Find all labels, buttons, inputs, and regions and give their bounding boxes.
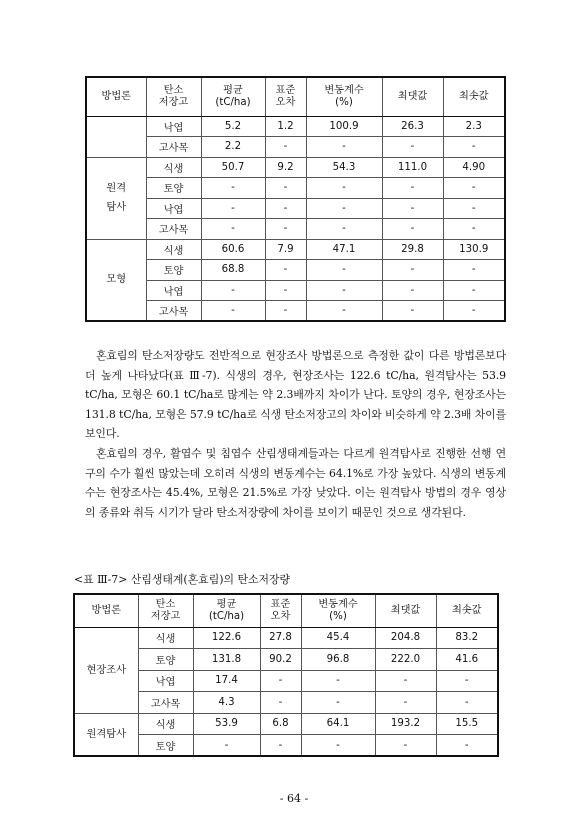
value-cell: 83.2 (436, 627, 498, 649)
pool-cell: 고사목 (138, 692, 193, 714)
pool-cell: 낙엽 (146, 116, 201, 137)
value-cell: - (306, 137, 382, 158)
pool-cell: 낙엽 (146, 198, 201, 219)
table-header-row (74, 594, 498, 627)
pool-cell: 식생 (138, 713, 193, 735)
value-cell: - (260, 692, 301, 714)
value-cell: 5.2 (201, 116, 265, 137)
value-cell: - (375, 735, 436, 757)
value-cell: - (306, 198, 382, 219)
value-cell: - (265, 260, 306, 281)
table-row (86, 301, 505, 322)
value-cell: 131.8 (193, 649, 260, 671)
value-cell: - (443, 178, 505, 199)
table-row (86, 198, 505, 219)
method-cell: 현장조사 (74, 627, 138, 713)
pool-cell: 토양 (146, 260, 201, 281)
table-row (86, 219, 505, 240)
value-cell: - (301, 735, 375, 757)
table-row (74, 735, 498, 757)
value-cell: - (265, 280, 306, 301)
pool-cell: 고사목 (146, 219, 201, 240)
value-cell: - (265, 301, 306, 322)
body-text (85, 346, 506, 522)
value-cell: - (375, 670, 436, 692)
value-cell: 29.8 (382, 239, 443, 260)
value-cell: - (265, 198, 306, 219)
pool-cell: 토양 (138, 649, 193, 671)
value-cell: 27.8 (260, 627, 301, 649)
pool-cell: 낙엽 (146, 280, 201, 301)
value-cell: - (306, 178, 382, 199)
value-cell: - (265, 219, 306, 240)
table-row (74, 692, 498, 714)
pool-cell: 고사목 (146, 137, 201, 158)
table-2 (73, 593, 499, 757)
column-header: 최댓값 (382, 77, 443, 116)
value-cell: 4.90 (443, 157, 505, 178)
method-cell (86, 116, 146, 157)
value-cell: 4.3 (193, 692, 260, 714)
value-cell: 2.2 (201, 137, 265, 158)
column-header: 최솟값 (443, 77, 505, 116)
value-cell: 53.9 (193, 713, 260, 735)
method-cell: 원격탐사 (74, 713, 138, 756)
value-cell: 96.8 (301, 649, 375, 671)
value-cell: - (201, 301, 265, 322)
table-row (74, 649, 498, 671)
value-cell: - (382, 219, 443, 240)
pool-cell: 고사목 (146, 301, 201, 322)
value-cell: 17.4 (193, 670, 260, 692)
method-cell: 원격 탐사 (86, 157, 146, 239)
column-header: 최댓값 (375, 594, 436, 627)
value-cell: 222.0 (375, 649, 436, 671)
column-header: 평균 (tC/ha) (193, 594, 260, 627)
value-cell: - (375, 692, 436, 714)
column-header: 탄소 저장고 (146, 77, 201, 116)
method-cell: 모형 (86, 239, 146, 321)
value-cell: 50.7 (201, 157, 265, 178)
value-cell: - (265, 137, 306, 158)
value-cell: - (443, 219, 505, 240)
value-cell: 130.9 (443, 239, 505, 260)
value-cell: 47.1 (306, 239, 382, 260)
value-cell: - (436, 692, 498, 714)
value-cell: - (443, 198, 505, 219)
table-row (74, 713, 498, 735)
column-header: 최솟값 (436, 594, 498, 627)
value-cell: - (443, 137, 505, 158)
value-cell: 90.2 (260, 649, 301, 671)
value-cell: 41.6 (436, 649, 498, 671)
table-1 (85, 76, 506, 322)
value-cell: 26.3 (382, 116, 443, 137)
table-row (74, 670, 498, 692)
table-row (86, 280, 505, 301)
value-cell: 193.2 (375, 713, 436, 735)
value-cell: 15.5 (436, 713, 498, 735)
value-cell: - (443, 260, 505, 281)
value-cell: 100.9 (306, 116, 382, 137)
column-header: 변동계수 (%) (306, 77, 382, 116)
value-cell: 60.6 (201, 239, 265, 260)
column-header: 방법론 (86, 77, 146, 116)
pool-cell: 식생 (138, 627, 193, 649)
value-cell: - (382, 198, 443, 219)
value-cell: 111.0 (382, 157, 443, 178)
value-cell: 9.2 (265, 157, 306, 178)
table-row (74, 627, 498, 649)
pool-cell: 낙엽 (138, 670, 193, 692)
value-cell: - (306, 219, 382, 240)
paragraph: 혼효림의 탄소저장량도 전반적으로 현장조사 방법론으로 측정한 값이 다른 방법론보다 더 높게 나타났다(표 Ⅲ-7). 식생의 경우, 현장조사는 122.6 tC/ha, 원격탐사는 53.9 tC/ha, 모형은 60.1 tC/ha로 많게는 약 2.3배까지 차이가 난다. 토양의 경우, 현장조사는 131.8 tC/ha, 모형은 57.9 tC/ha로 식생 탄소저장고의 차이와 비슷하게 약 2.3배 차이를 보인다. (85, 349, 506, 441)
value-cell: - (260, 670, 301, 692)
value-cell: 64.1 (301, 713, 375, 735)
value-cell: - (201, 219, 265, 240)
value-cell: - (306, 301, 382, 322)
table-row (86, 116, 505, 137)
table-row (86, 157, 505, 178)
column-header: 표준 오차 (260, 594, 301, 627)
value-cell: - (301, 670, 375, 692)
value-cell: 45.4 (301, 627, 375, 649)
paragraph: 혼효림의 경우, 활엽수 및 침엽수 산림생태계들과는 다르게 원격탐사로 진행한 선행 연구의 수가 훨씬 많았는데 오히려 식생의 변동계수는 64.1%로 가장 높았다. 식생의 변동계수는 현장조사는 45.4%, 모형은 21.5%로 가장 낮았다. 이는 원격탐사 방법의 경우 영상의 종류와 취득 시기가 달라 탄소저장량에 차이를 보이기 때문인 것으로 생각된다. (85, 446, 506, 519)
value-cell: - (443, 301, 505, 322)
table-row (86, 260, 505, 281)
column-header: 방법론 (74, 594, 138, 627)
pool-cell: 토양 (146, 178, 201, 199)
value-cell: - (306, 260, 382, 281)
value-cell: - (443, 280, 505, 301)
value-cell: 1.2 (265, 116, 306, 137)
value-cell: 122.6 (193, 627, 260, 649)
table-row (86, 137, 505, 158)
pool-cell: 토양 (138, 735, 193, 757)
column-header: 탄소 저장고 (138, 594, 193, 627)
column-header: 평균 (tC/ha) (201, 77, 265, 116)
column-header: 변동계수 (%) (301, 594, 375, 627)
value-cell: - (436, 670, 498, 692)
value-cell: - (382, 178, 443, 199)
value-cell: - (436, 735, 498, 757)
value-cell: - (382, 280, 443, 301)
pool-cell: 식생 (146, 239, 201, 260)
value-cell: 68.8 (201, 260, 265, 281)
value-cell: - (193, 735, 260, 757)
value-cell: - (301, 692, 375, 714)
page-number: - 64 - (279, 792, 309, 805)
value-cell: - (201, 198, 265, 219)
pool-cell: 식생 (146, 157, 201, 178)
value-cell: 7.9 (265, 239, 306, 260)
value-cell: 6.8 (260, 713, 301, 735)
table-header-row (86, 77, 505, 116)
table-caption: <표 Ⅲ-7> 산림생태계(혼효림)의 탄소저장량 (74, 573, 291, 586)
value-cell: 2.3 (443, 116, 505, 137)
value-cell: - (201, 280, 265, 301)
value-cell: - (306, 280, 382, 301)
value-cell: - (382, 260, 443, 281)
value-cell: - (382, 301, 443, 322)
column-header: 표준 오차 (265, 77, 306, 116)
value-cell: - (382, 137, 443, 158)
value-cell: 204.8 (375, 627, 436, 649)
value-cell: - (201, 178, 265, 199)
value-cell: - (260, 735, 301, 757)
value-cell: - (265, 178, 306, 199)
table-row (86, 239, 505, 260)
table-row (86, 178, 505, 199)
value-cell: 54.3 (306, 157, 382, 178)
